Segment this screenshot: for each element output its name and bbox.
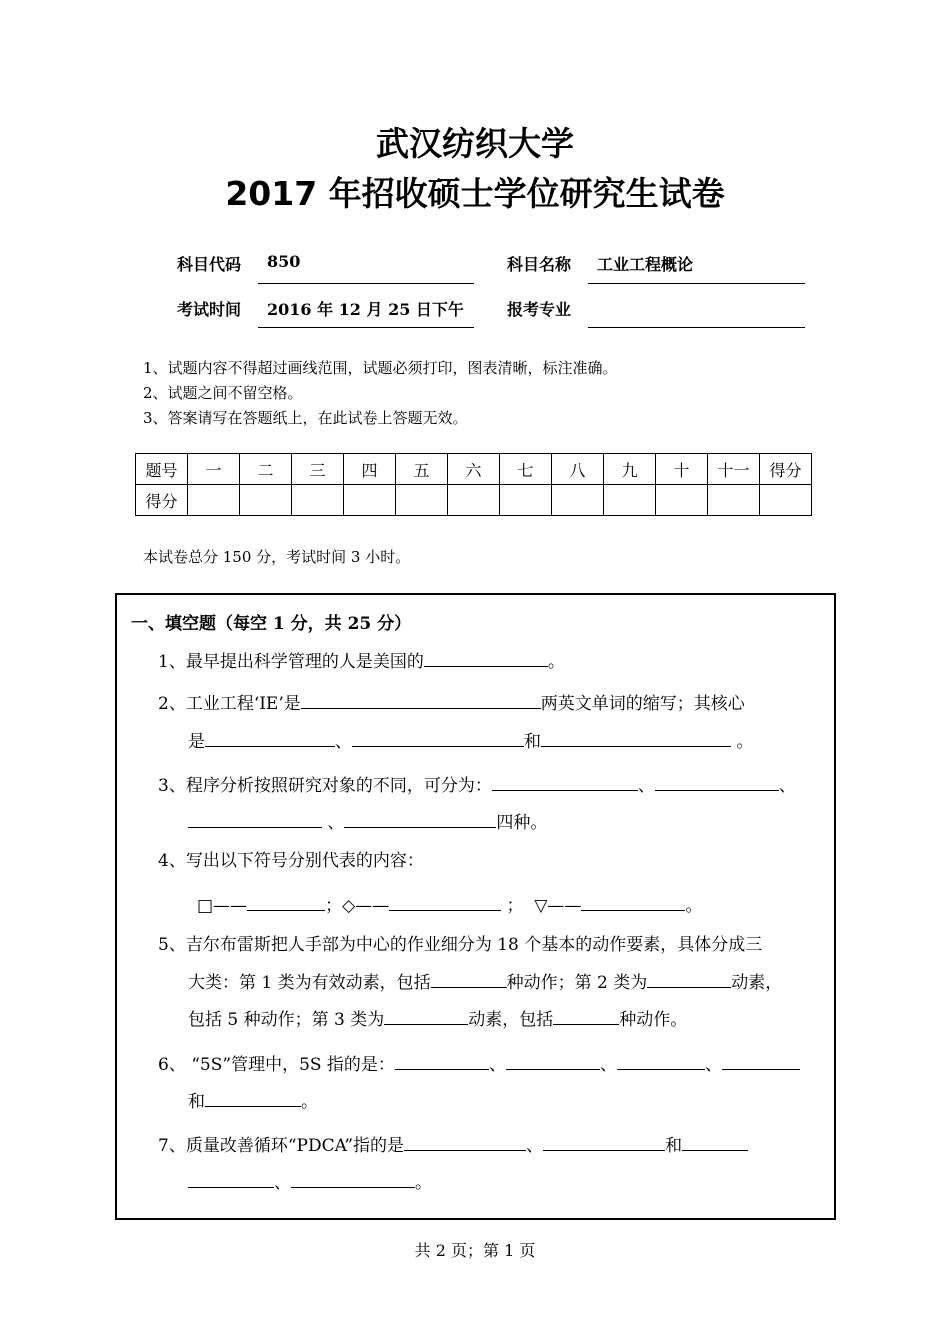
score-header-cell: 一 bbox=[188, 454, 240, 485]
score-header-cell: 五 bbox=[396, 454, 448, 485]
score-cell bbox=[708, 485, 760, 516]
score-header-cell: 九 bbox=[604, 454, 656, 485]
question-7-line-1 bbox=[158, 1131, 748, 1156]
score-table-header-row bbox=[136, 454, 812, 485]
section-title: 一、填空题（每空 1 分，共 25 分） bbox=[131, 614, 412, 634]
q4-end: 。 bbox=[685, 896, 703, 916]
total-note: 本试卷总分 150 分，考试时间 3 小时。 bbox=[143, 548, 411, 566]
score-cell bbox=[240, 485, 292, 516]
subject-code-label: 科目代码 bbox=[177, 255, 242, 274]
q6-sep: 、 bbox=[488, 1055, 506, 1075]
q2-text-cont: 两英文单词的缩写；其核心 bbox=[540, 694, 745, 714]
score-header-cell: 六 bbox=[448, 454, 500, 485]
answer-blank bbox=[395, 1053, 489, 1070]
answer-blank bbox=[291, 1171, 415, 1188]
university-name: 武汉纺织大学 bbox=[376, 124, 574, 163]
score-cell bbox=[188, 485, 240, 516]
answer-blank bbox=[344, 811, 496, 828]
question-box bbox=[115, 593, 836, 1220]
storage-symbol: ▽—— bbox=[534, 896, 582, 916]
score-cell bbox=[604, 485, 656, 516]
score-table-score-row bbox=[136, 485, 812, 516]
answer-blank bbox=[506, 1053, 600, 1070]
exam-time-label: 考试时间 bbox=[177, 300, 242, 319]
score-header-cell: 八 bbox=[552, 454, 604, 485]
answer-blank bbox=[617, 1053, 705, 1070]
page-footer: 共 2 页；第 1 页 bbox=[414, 1241, 536, 1260]
answer-blank bbox=[188, 1171, 274, 1188]
subject-code-underline bbox=[258, 283, 474, 284]
score-cell bbox=[396, 485, 448, 516]
instruction-2: 2、试题之间不留空格。 bbox=[143, 384, 303, 402]
question-6-line-1 bbox=[158, 1050, 800, 1075]
subject-name-underline bbox=[588, 283, 805, 284]
answer-blank bbox=[424, 650, 548, 667]
answer-blank bbox=[581, 894, 685, 911]
question-3-line-1 bbox=[158, 771, 796, 796]
score-header-cell: 得分 bbox=[760, 454, 812, 485]
question-1 bbox=[158, 647, 565, 672]
q6-sep: 、 bbox=[704, 1055, 722, 1075]
q5-text-e: 包括 5 种动作；第 3 类为 bbox=[188, 1010, 385, 1030]
answer-blank bbox=[722, 1053, 800, 1070]
instruction-1: 1、试题内容不得超过画线范围，试题必须打印，图表清晰，标注准确。 bbox=[143, 359, 618, 377]
q6-end: 。 bbox=[301, 1092, 318, 1112]
q3-sep: 、 bbox=[637, 776, 655, 796]
answer-blank bbox=[682, 1134, 748, 1151]
score-header-cell: 题号 bbox=[136, 454, 188, 485]
q1-text: 1、最早提出科学管理的人是美国的 bbox=[158, 652, 424, 672]
answer-blank bbox=[431, 971, 507, 988]
subject-code-value: 850 bbox=[267, 252, 301, 271]
answer-blank bbox=[205, 730, 335, 747]
score-row-label: 得分 bbox=[136, 485, 188, 516]
score-cell bbox=[760, 485, 812, 516]
answer-blank bbox=[352, 730, 524, 747]
answer-blank bbox=[647, 971, 731, 988]
question-7-line-2 bbox=[188, 1168, 432, 1193]
question-2-line-1 bbox=[158, 689, 745, 714]
question-5-line-1 bbox=[158, 930, 762, 955]
q3-end: 四种。 bbox=[496, 813, 548, 833]
q4-sep: ； bbox=[501, 896, 524, 916]
q5-text: 5、吉尔布雷斯把人手部为中心的作业细分为 18 个基本的动作要素，具体分成三 bbox=[158, 935, 763, 955]
exam-title: 2017 年招收硕士学位研究生试卷 bbox=[225, 174, 725, 213]
q2-text: 2、工业工程‘IE’是 bbox=[158, 694, 301, 714]
q6-and: 和 bbox=[188, 1092, 205, 1112]
score-table bbox=[135, 453, 812, 516]
answer-blank bbox=[389, 894, 501, 911]
score-header-cell: 十 bbox=[656, 454, 708, 485]
score-cell bbox=[552, 485, 604, 516]
subject-name-value: 工业工程概论 bbox=[597, 255, 694, 274]
question-6-line-2 bbox=[188, 1087, 318, 1112]
answer-blank bbox=[188, 811, 322, 828]
major-label: 报考专业 bbox=[507, 300, 572, 319]
q7-text: 7、质量改善循环“PDCA”指的是 bbox=[158, 1136, 405, 1156]
score-cell bbox=[448, 485, 500, 516]
q6-text: 6、 “5S”管理中，5S 指的是： bbox=[158, 1055, 395, 1075]
score-cell bbox=[656, 485, 708, 516]
q2-text-c: 是 bbox=[188, 732, 205, 752]
question-2-line-2 bbox=[188, 727, 753, 752]
answer-blank bbox=[384, 1008, 468, 1025]
exam-time-underline bbox=[258, 327, 474, 328]
q7-end: 。 bbox=[415, 1173, 432, 1193]
answer-blank bbox=[205, 1090, 301, 1107]
major-underline bbox=[588, 327, 805, 328]
q3-text: 3、程序分析按照研究对象的不同，可分为： bbox=[158, 776, 492, 796]
answer-blank bbox=[492, 774, 638, 791]
answer-blank bbox=[541, 730, 731, 747]
q6-sep: 、 bbox=[599, 1055, 617, 1075]
q7-sep: 、 bbox=[274, 1173, 291, 1193]
q5-text-c: 种动作；第 2 类为 bbox=[506, 973, 648, 993]
inspection-symbol: ◇—— bbox=[342, 896, 390, 916]
q2-end: 。 bbox=[731, 732, 754, 752]
subject-name-label: 科目名称 bbox=[507, 255, 572, 274]
score-header-cell: 四 bbox=[344, 454, 396, 485]
q2-sep: 、 bbox=[335, 732, 352, 752]
q7-sep: 、 bbox=[526, 1136, 544, 1156]
q7-and: 和 bbox=[665, 1136, 683, 1156]
q5-text-b: 大类：第 1 类为有效动素，包括 bbox=[188, 973, 431, 993]
question-5-line-3 bbox=[188, 1005, 687, 1030]
question-5-line-2 bbox=[188, 968, 782, 993]
answer-blank bbox=[543, 1134, 665, 1151]
answer-blank bbox=[553, 1008, 619, 1025]
q2-and: 和 bbox=[524, 732, 541, 752]
answer-blank bbox=[404, 1134, 526, 1151]
q1-end: 。 bbox=[547, 652, 565, 672]
score-header-cell: 七 bbox=[500, 454, 552, 485]
score-cell bbox=[500, 485, 552, 516]
q5-text-d: 动素， bbox=[731, 973, 783, 993]
answer-blank bbox=[301, 692, 541, 709]
q4-sep: ； bbox=[325, 896, 343, 916]
question-3-line-2 bbox=[188, 808, 547, 833]
operation-symbol: □—— bbox=[197, 896, 248, 916]
score-header-cell: 十一 bbox=[708, 454, 760, 485]
q3-sep: 、 bbox=[778, 776, 796, 796]
score-header-cell: 三 bbox=[292, 454, 344, 485]
answer-blank bbox=[247, 894, 325, 911]
score-cell bbox=[344, 485, 396, 516]
q5-text-f: 动素，包括 bbox=[468, 1010, 554, 1030]
question-4-symbols bbox=[197, 891, 702, 916]
exam-time-value: 2016 年 12 月 25 日下午 bbox=[267, 300, 464, 319]
q5-text-g: 种动作。 bbox=[619, 1010, 688, 1030]
answer-blank bbox=[655, 774, 779, 791]
instruction-3: 3、答案请写在答题纸上，在此试卷上答题无效。 bbox=[143, 409, 468, 427]
q4-text: 4、写出以下符号分别代表的内容： bbox=[158, 851, 424, 871]
question-4 bbox=[158, 846, 424, 871]
score-cell bbox=[292, 485, 344, 516]
score-header-cell: 二 bbox=[240, 454, 292, 485]
q3-sep: 、 bbox=[322, 813, 345, 833]
